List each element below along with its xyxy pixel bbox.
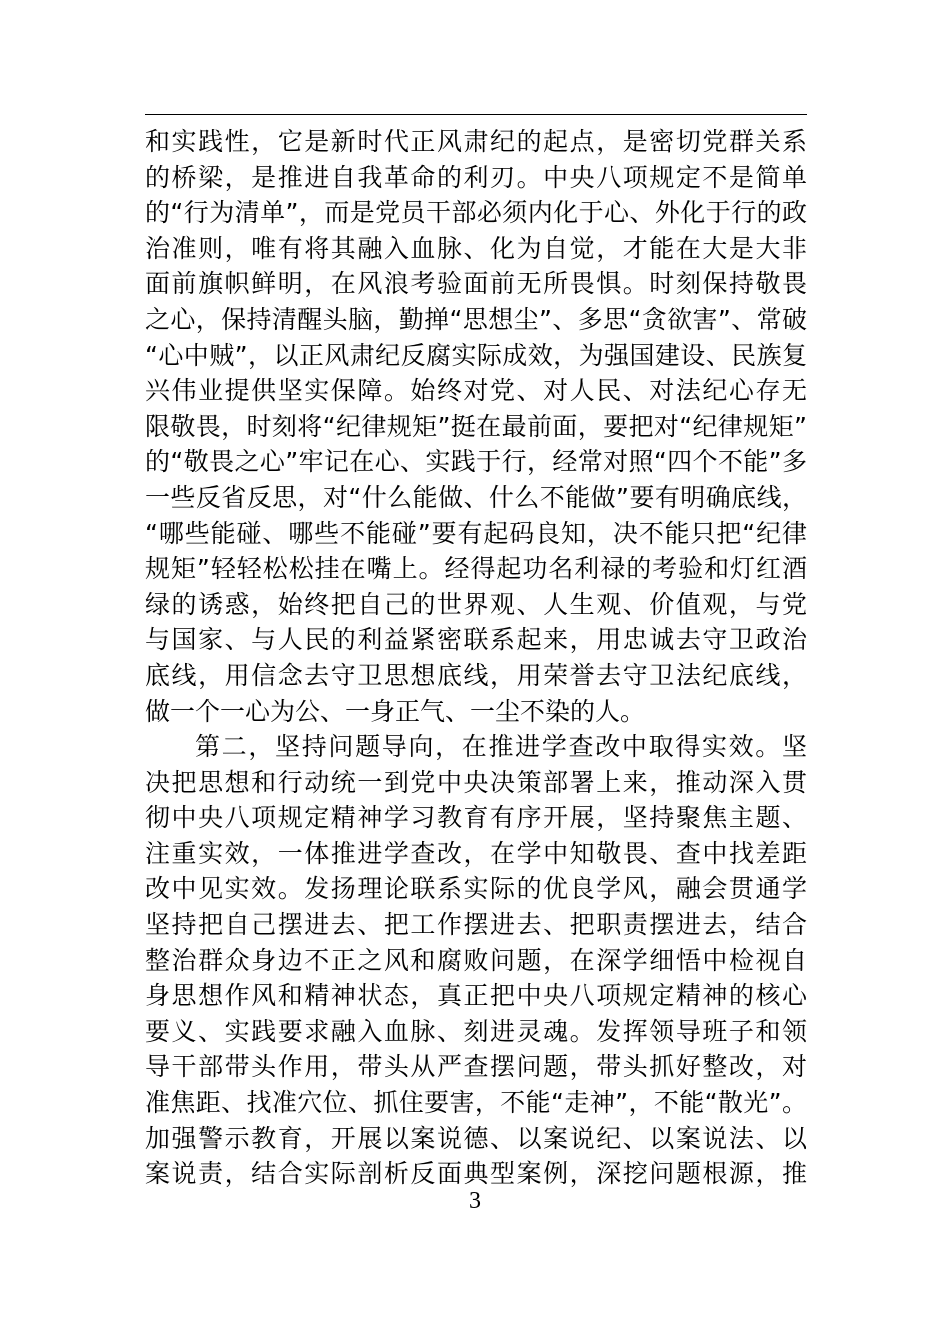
text-line: 注重实效，一体推进学查改，在学中知敬畏、查中找差距 (145, 838, 807, 868)
text-line-paragraph-start: 第二，坚持问题导向，在推进学查改中取得实效。坚 (195, 732, 807, 762)
text-line: 与国家、与人民的利益紧密联系起来，用忠诚去守卫政治 (145, 625, 807, 655)
text-line: 限敬畏，时刻将“纪律规矩”挺在最前面，要把对“纪律规矩” (145, 411, 807, 441)
text-line: 导干部带头作用，带头从严查摆问题，带头抓好整改，对 (145, 1052, 807, 1082)
text-line: 彻中央八项规定精神学习教育有序开展，坚持聚焦主题、 (145, 803, 807, 833)
text-line: 坚持把自己摆进去、把工作摆进去、把职责摆进去，结合 (145, 910, 807, 940)
text-line: 规矩”轻轻松松挂在嘴上。经得起功名利禄的考验和灯红酒 (145, 554, 807, 584)
text-line: “哪些能碰、哪些不能碰”要有起码良知，决不能只把“纪律 (145, 518, 807, 548)
text-line: 兴伟业提供坚实保障。始终对党、对人民、对法纪心存无 (145, 376, 807, 406)
text-line: 要义、实践要求融入血脉、刻进灵魂。发挥领导班子和领 (145, 1016, 807, 1046)
text-line: 之心，保持清醒头脑，勤掸“思想尘”、多思“贪欲害”、常破 (145, 304, 807, 334)
text-line: 改中见实效。发扬理论联系实际的优良学风，融会贯通学 (145, 874, 807, 904)
text-line: 一些反省反思，对“什么能做、什么不能做”要有明确底线， (145, 482, 807, 512)
text-line: 的桥梁，是推进自我革命的利刃。中央八项规定不是简单 (145, 162, 807, 192)
text-line: 和实践性，它是新时代正风肃纪的起点，是密切党群关系 (145, 127, 807, 156)
text-line: 准焦距、找准穴位、抓住要害，不能“走神”，不能“散光”。 (145, 1088, 807, 1118)
text-line: 面前旗帜鲜明，在风浪考验面前无所畏惧。时刻保持敬畏 (145, 269, 807, 299)
text-line: 的“行为清单”，而是党员干部必须内化于心、外化于行的政 (145, 198, 807, 228)
body-text (145, 124, 807, 1192)
text-line: “心中贼”，以正风肃纪反腐实际成效，为强国建设、民族复 (145, 340, 807, 370)
text-line: 绿的诱惑，始终把自己的世界观、人生观、价值观，与党 (145, 589, 807, 619)
text-line: 加强警示教育，开展以案说德、以案说纪、以案说法、以 (145, 1123, 807, 1153)
text-line: 案说责，结合实际剖析反面典型案例，深挖问题根源，推 (145, 1159, 807, 1189)
text-line: 身思想作风和精神状态，真正把中央八项规定精神的核心 (145, 981, 807, 1011)
header-rule (145, 114, 807, 115)
text-line: 的“敬畏之心”牢记在心、实践于行，经常对照“四个不能”多 (145, 447, 807, 477)
text-line: 整治群众身边不正之风和腐败问题，在深学细悟中检视自 (145, 945, 807, 975)
text-line: 决把思想和行动统一到党中央决策部署上来，推动深入贯 (145, 767, 807, 797)
text-line: 治准则，唯有将其融入血脉、化为自觉，才能在大是大非 (145, 233, 807, 263)
page-number: 3 (469, 1188, 481, 1214)
text-line: 底线，用信念去守卫思想底线，用荣誉去守卫法纪底线， (145, 660, 807, 690)
text-line-paragraph-end: 做一个一心为公、一身正气、一尘不染的人。 (145, 696, 646, 726)
